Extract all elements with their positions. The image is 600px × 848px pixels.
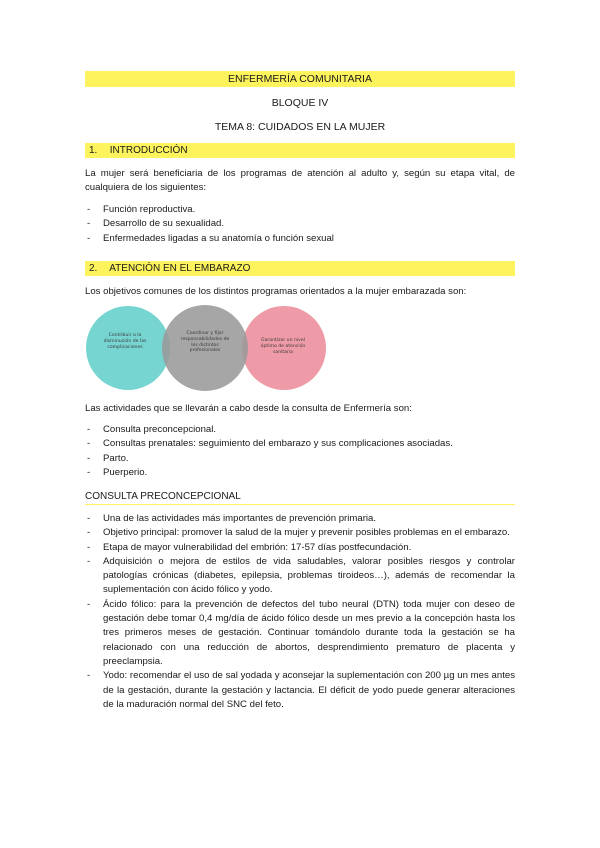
- list-item: - Una de las actividades más importantes de prevención primaria.: [85, 512, 515, 526]
- section-number: 2.: [89, 263, 98, 274]
- objectives-venn-diagram: [85, 305, 327, 391]
- list-item: - Puerperio.: [85, 466, 515, 480]
- list-item: - Ácido fólico: para la prevención de defectos del tubo neural (DTN) toda mujer con deseo de gestación debe tomar 0,4 mg/día de ácido fólico desde un mes previo a la concepción hasta los tres primeros meses de gestación. Continuar tomándolo durante toda la gestación se ha relacionado con una reducción de abortos, desprendimiento prematuro de placenta y preeclampsia.: [85, 598, 515, 669]
- intro-paragraph: La mujer será beneficiaria de los programas de atención al adulto y, según su etapa vital, de cualquiera de los siguientes:: [85, 168, 515, 194]
- intro-list: [85, 203, 515, 246]
- section-heading-pregnancy: [85, 261, 515, 276]
- topic-title: TEMA 8: CUIDADOS EN LA MUJER: [214, 121, 386, 133]
- list-item: - Desarrollo de su sexualidad.: [85, 217, 515, 231]
- list-item: - Objetivo principal: promover la salud de la mujer y prevenir posibles problemas en el embarazo.: [85, 526, 515, 540]
- list-item: - Adquisición o mejora de estilos de vida saludables, valorar posibles riesgos y controlar patologías crónicas (diabetes, epilepsia, problemas tiroideos…), además de recomendar la suplementación con ácido fólico y yodo.: [85, 555, 515, 598]
- venn-text-3: Garantizar un nivel óptimo de atención sanitaria: [260, 338, 306, 355]
- list-item: - Enfermedades ligadas a su anatomía o función sexual: [85, 232, 515, 246]
- preconception-heading: CONSULTA PRECONCEPCIONAL: [85, 489, 515, 505]
- venn-text-1: Contribuir a la disminución de las complicaciones: [103, 333, 147, 350]
- block-label: BLOQUE IV: [271, 97, 329, 109]
- section-number: 1.: [89, 145, 98, 156]
- section-heading-intro: [85, 143, 515, 158]
- activities-intro: Las actividades que se llevarán a cabo desde la consulta de Enfermería son:: [85, 403, 412, 414]
- list-item: - Función reproductiva.: [85, 203, 515, 217]
- list-item: - Consultas prenatales: seguimiento del embarazo y sus complicaciones asociadas.: [85, 437, 515, 451]
- list-item: - Yodo: recomendar el uso de sal yodada y aconsejar la suplementación con 200 µg un mes antes de la gestación, durante la gestación y lactancia. El déficit de yodo puede generar alteraciones de la maduración normal del SNC del feto.: [85, 669, 515, 712]
- list-item: - Etapa de mayor vulnerabilidad del embrión: 17-57 días postfecundación.: [85, 541, 515, 555]
- activities-list: [85, 423, 515, 480]
- preconception-list: [85, 512, 515, 712]
- section-title: INTRODUCCIÓN: [109, 145, 188, 156]
- venn-text-2: Coordinar y fijar responsabilidades de los distintos profesionales: [180, 331, 230, 354]
- pregnancy-paragraph: Los objetivos comunes de los distintos programas orientados a la mujer embarazada son:: [85, 286, 467, 297]
- list-item: - Consulta preconcepcional.: [85, 423, 515, 437]
- section-title: ATENCIÓN EN EL EMBARAZO: [109, 263, 251, 274]
- document-title: ENFERMERÍA COMUNITARIA: [85, 71, 515, 87]
- list-item: - Parto.: [85, 452, 515, 466]
